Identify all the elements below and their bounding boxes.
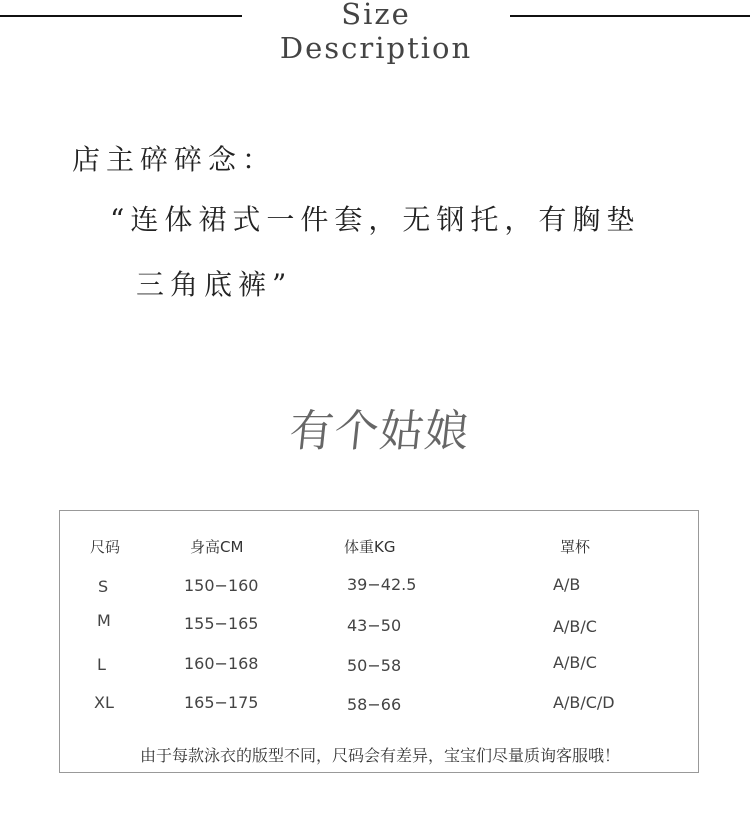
row-weight: 43−50 [347,616,402,635]
section-title: Size Description [279,0,473,65]
row-cup: A/B/C/D [553,693,615,712]
row-height: 150−160 [184,576,259,595]
shop-note-heading: 店主碎碎念： [72,143,277,176]
row-height: 155−165 [184,614,259,633]
header-rule-left [0,15,242,17]
row-height: 160−168 [184,654,259,673]
row-cup: A/B/C [553,617,597,636]
row-weight: 58−66 [347,695,402,714]
size-table [59,510,699,773]
shop-note-line-2: 三角底裤” [136,268,293,301]
row-cup: A/B/C [553,653,597,672]
row-size: XL [94,693,114,712]
row-weight: 39−42.5 [347,575,417,594]
brand-logo-text: 有个姑娘 [286,406,473,457]
header-size: 尺码 [90,538,121,556]
row-size: L [97,655,106,674]
row-size: M [97,611,111,630]
header-rule-right [510,15,750,17]
row-height: 165−175 [184,693,259,712]
row-cup: A/B [553,575,581,594]
row-size: S [98,577,109,596]
header-weight: 体重KG [344,538,396,556]
size-advice-note: 由于每款泳衣的版型不同，尺码会有差异，宝宝们尽量质询客服哦！ [139,746,620,765]
row-weight: 50−58 [347,656,402,675]
header-cup: 罩杯 [560,538,591,556]
header-height: 身高CM [190,538,244,556]
section-header [0,0,750,65]
shop-note-line-1: “连体裙式一件套，无钢托，有胸垫 [110,203,641,236]
